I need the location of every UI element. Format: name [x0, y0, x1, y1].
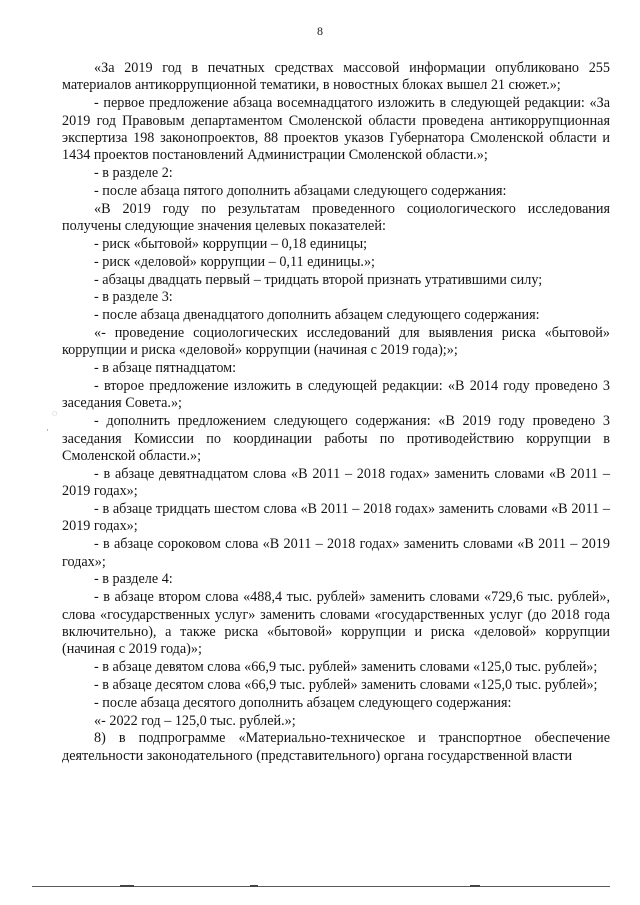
paragraph: - после абзаца двенадцатого дополнить абзацем следующего содержания:: [94, 307, 540, 324]
document-body: [62, 60, 610, 766]
paragraph: - в разделе 3:: [94, 289, 173, 306]
paragraph: - риск «бытовой» коррупции – 0,18 единицы;: [94, 236, 368, 253]
scan-artifact: [250, 885, 258, 887]
paragraph: - после абзаца пятого дополнить абзацами следующего содержания:: [94, 183, 507, 200]
paragraph: - в абзаце втором слова «488,4 тыс. рублей» заменить словами «729,6 тыс. рублей», слова «государственных услуг» заменить словами «государственных услуг (до 2018 года включительно), а также риска «бытовой» коррупции и риска «деловой» коррупции (начиная с 2019 года)»;: [62, 589, 610, 658]
paragraph: - в разделе 4:: [94, 571, 173, 588]
paragraph: - абзацы двадцать первый – тридцать второй признать утратившими силу;: [94, 271, 543, 288]
paragraph: - в абзаце тридцать шестом слова «В 2011 – 2018 годах» заменить словами «В 2011 – 2019 годах»;: [62, 501, 610, 535]
paragraph: - в разделе 2:: [94, 165, 173, 182]
paragraph: «- проведение социологических исследований для выявления риска «бытовой» коррупции и риска «деловой» коррупции (начиная с 2019 года);»;: [62, 325, 610, 359]
footer-rule: [32, 886, 610, 887]
paragraph: «- 2022 год – 125,0 тыс. рублей.»;: [94, 712, 296, 729]
scan-artifact: [120, 885, 134, 887]
paragraph: «За 2019 год в печатных средствах массовой информации опубликовано 255 материалов антикоррупционной тематики, в новостных блоках вышел 21 сюжет.»;: [62, 60, 610, 94]
paragraph: 8) в подпрограмме «Материально-техническое и транспортное обеспечение деятельности законодательного (представительного) органа государственной власти: [62, 730, 610, 764]
paragraph: - после абзаца десятого дополнить абзацем следующего содержания:: [94, 694, 512, 711]
paragraph: - второе предложение изложить в следующей редакции: «В 2014 году проведено 3 заседания Совета.»;: [62, 378, 610, 412]
paragraph: - в абзаце пятнадцатом:: [94, 360, 237, 377]
paragraph: - дополнить предложением следующего содержания: «В 2019 году проведено 3 заседания Комиссии по координации работы по противодействию коррупции в Смоленской области.»;: [62, 413, 610, 465]
paragraph: - в абзаце девятом слова «66,9 тыс. рублей» заменить словами «125,0 тыс. рублей»;: [94, 659, 598, 676]
paragraph: - первое предложение абзаца восемнадцатого изложить в следующей редакции: «За 2019 год Правовым департаментом Смоленской области проведена антикоррупционная экспертиза 198 законопроектов, 88 проектов указов Губернатора Смоленской области и 1434 проектов постановлений Администрации Смоленской области.»;: [62, 95, 610, 164]
paragraph: - в абзаце девятнадцатом слова «В 2011 – 2018 годах» заменить словами «В 2011 – 2019 годах»;: [62, 465, 610, 500]
paragraph: - в абзаце сороковом слова «В 2011 – 2018 годах» заменить словами «В 2011 – 2019 годах»;: [62, 536, 610, 570]
scan-artifact: [470, 885, 480, 887]
margin-mark: ·: [46, 425, 49, 435]
paragraph: «В 2019 году по результатам проведенного социологического исследования получены следующие значения целевых показателей:: [62, 200, 610, 235]
paragraph: - риск «деловой» коррупции – 0,11 единицы.»;: [94, 253, 375, 270]
paragraph: - в абзаце десятом слова «66,9 тыс. рублей» заменить словами «125,0 тыс. рублей»;: [94, 677, 598, 694]
margin-mark: ◌: [52, 408, 58, 418]
page-number: 8: [317, 24, 323, 38]
